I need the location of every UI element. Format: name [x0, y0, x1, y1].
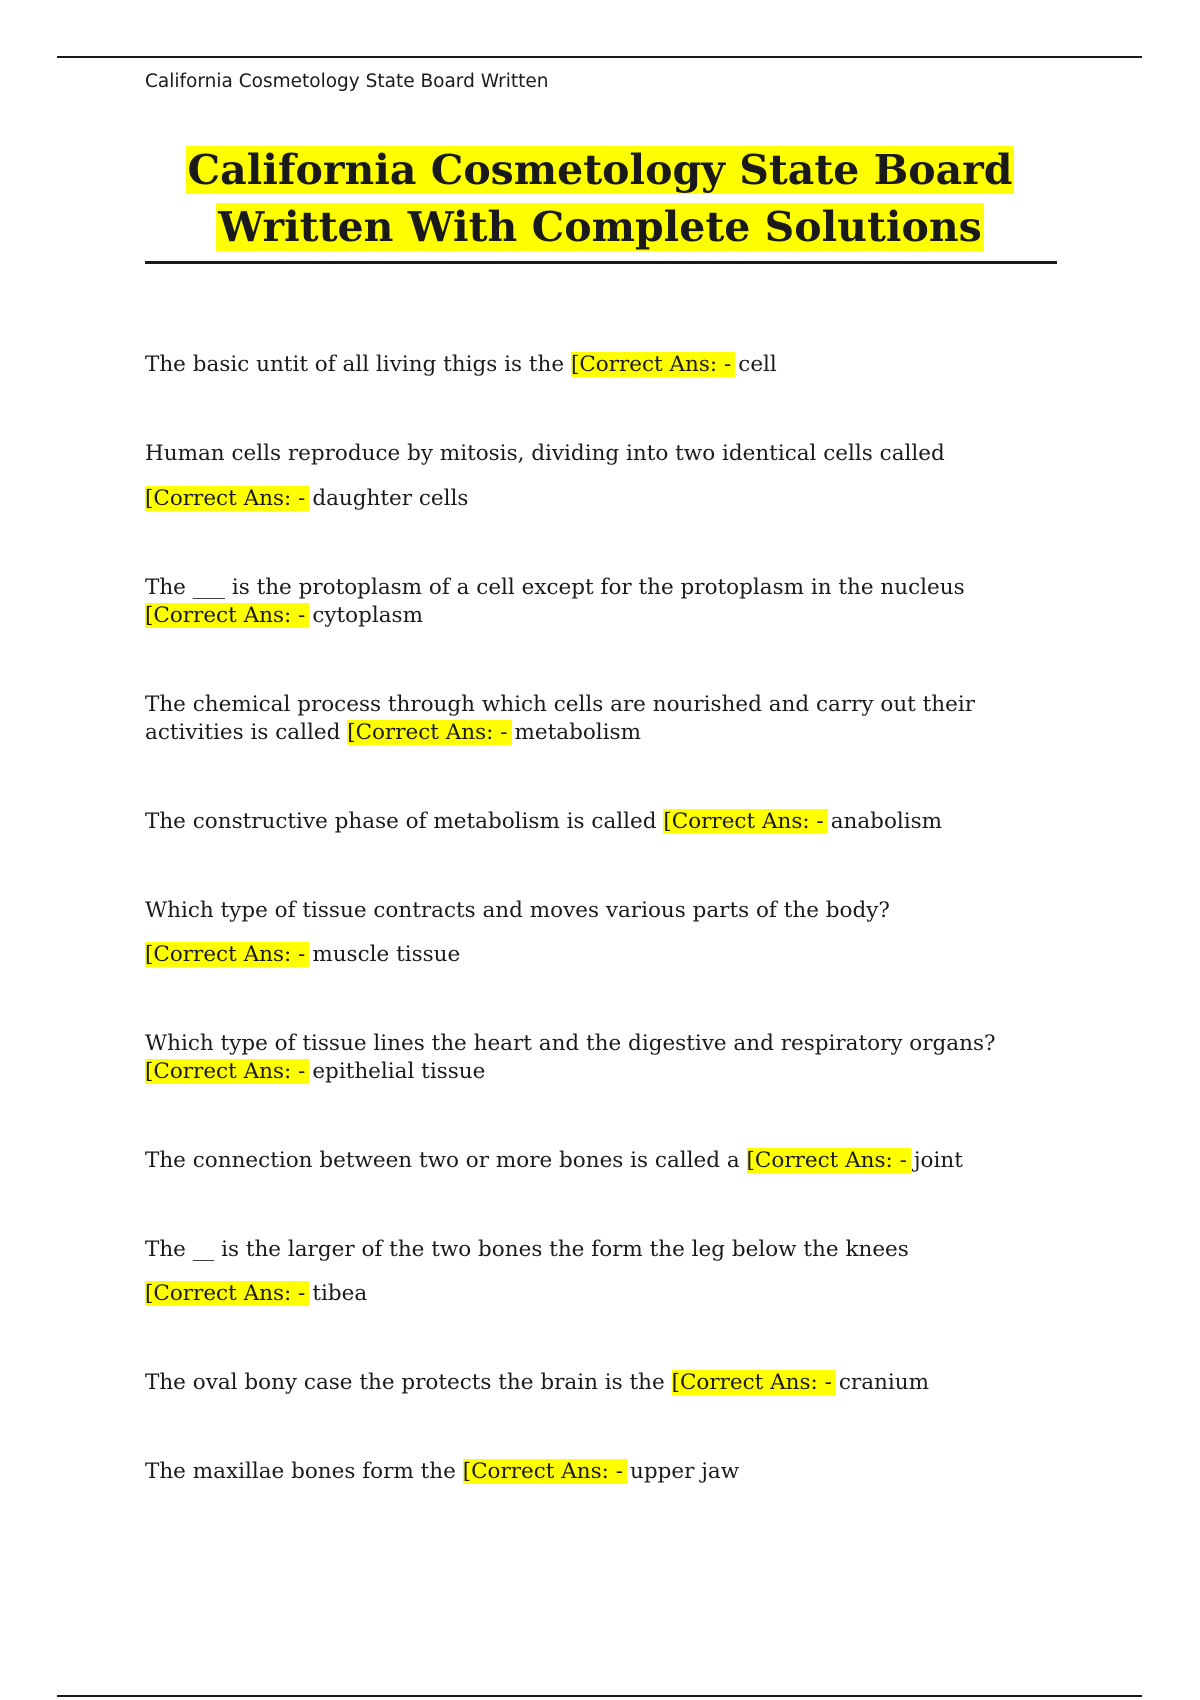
question-text-continued: activities is called	[145, 720, 341, 745]
answer-label: [Correct Ans: -	[145, 486, 309, 511]
answer-label: [Correct Ans: -	[145, 603, 309, 628]
question-text: The connection between two or more bones is called a	[145, 1148, 740, 1173]
title-underline	[145, 261, 1057, 264]
document-title	[145, 142, 1055, 256]
answer-text: upper jaw	[630, 1459, 740, 1484]
question-4	[145, 691, 1075, 747]
running-header: California Cosmetology State Board Written	[145, 71, 549, 92]
question-text: Which type of tissue contracts and moves various parts of the body?	[145, 898, 890, 923]
answer-9	[145, 1280, 1075, 1308]
answer-text: muscle tissue	[312, 942, 461, 967]
answer-label: [Correct Ans: -	[145, 1281, 309, 1306]
question-text: The __ is the larger of the two bones the form the leg below the knees	[145, 1237, 909, 1262]
title-line-2: Written With Complete Solutions	[218, 203, 982, 251]
question-text: The basic untit of all living thigs is the	[145, 352, 565, 377]
answer-label: [Correct Ans: -	[145, 1059, 309, 1084]
question-text: The oval bony case the protects the brain is the	[145, 1370, 665, 1395]
question-10	[145, 1369, 1075, 1397]
question-text: The maxillae bones form the	[145, 1459, 456, 1484]
answer-text: cytoplasm	[312, 603, 423, 628]
question-text: Which type of tissue lines the heart and the digestive and respiratory organs?	[145, 1031, 996, 1056]
question-text: The constructive phase of metabolism is called	[145, 809, 657, 834]
question-6	[145, 897, 1075, 925]
answer-label: [Correct Ans: -	[571, 352, 735, 377]
answer-text: cranium	[838, 1370, 929, 1395]
question-3	[145, 574, 1075, 630]
answer-2	[145, 485, 1075, 513]
answer-text: tibea	[312, 1281, 368, 1306]
answer-label: [Correct Ans: -	[463, 1459, 627, 1484]
answer-text: joint	[913, 1148, 963, 1173]
title-line-1: California Cosmetology State Board	[187, 146, 1013, 194]
question-2	[145, 440, 1075, 468]
answer-text: epithelial tissue	[312, 1059, 486, 1084]
question-text: Human cells reproduce by mitosis, dividing into two identical cells called	[145, 441, 945, 466]
question-1	[145, 351, 1075, 379]
answer-label: [Correct Ans: -	[347, 720, 511, 745]
top-rule	[57, 56, 1142, 58]
question-8	[145, 1147, 1075, 1175]
question-text: The chemical process through which cells are nourished and carry out their	[145, 692, 976, 717]
question-11	[145, 1458, 1075, 1486]
answer-label: [Correct Ans: -	[663, 809, 827, 834]
answer-text: anabolism	[830, 809, 943, 834]
question-text: The ___ is the protoplasm of a cell except for the protoplasm in the nucleus	[145, 575, 965, 600]
answer-text: metabolism	[514, 720, 641, 745]
answer-text: daughter cells	[312, 486, 469, 511]
question-5	[145, 808, 1075, 836]
answer-6	[145, 941, 1075, 969]
question-9	[145, 1236, 1075, 1264]
answer-label: [Correct Ans: -	[747, 1148, 911, 1173]
answer-label: [Correct Ans: -	[672, 1370, 836, 1395]
question-7	[145, 1030, 1075, 1086]
answer-label: [Correct Ans: -	[145, 942, 309, 967]
answer-text: cell	[738, 352, 777, 377]
bottom-rule	[57, 1695, 1142, 1697]
